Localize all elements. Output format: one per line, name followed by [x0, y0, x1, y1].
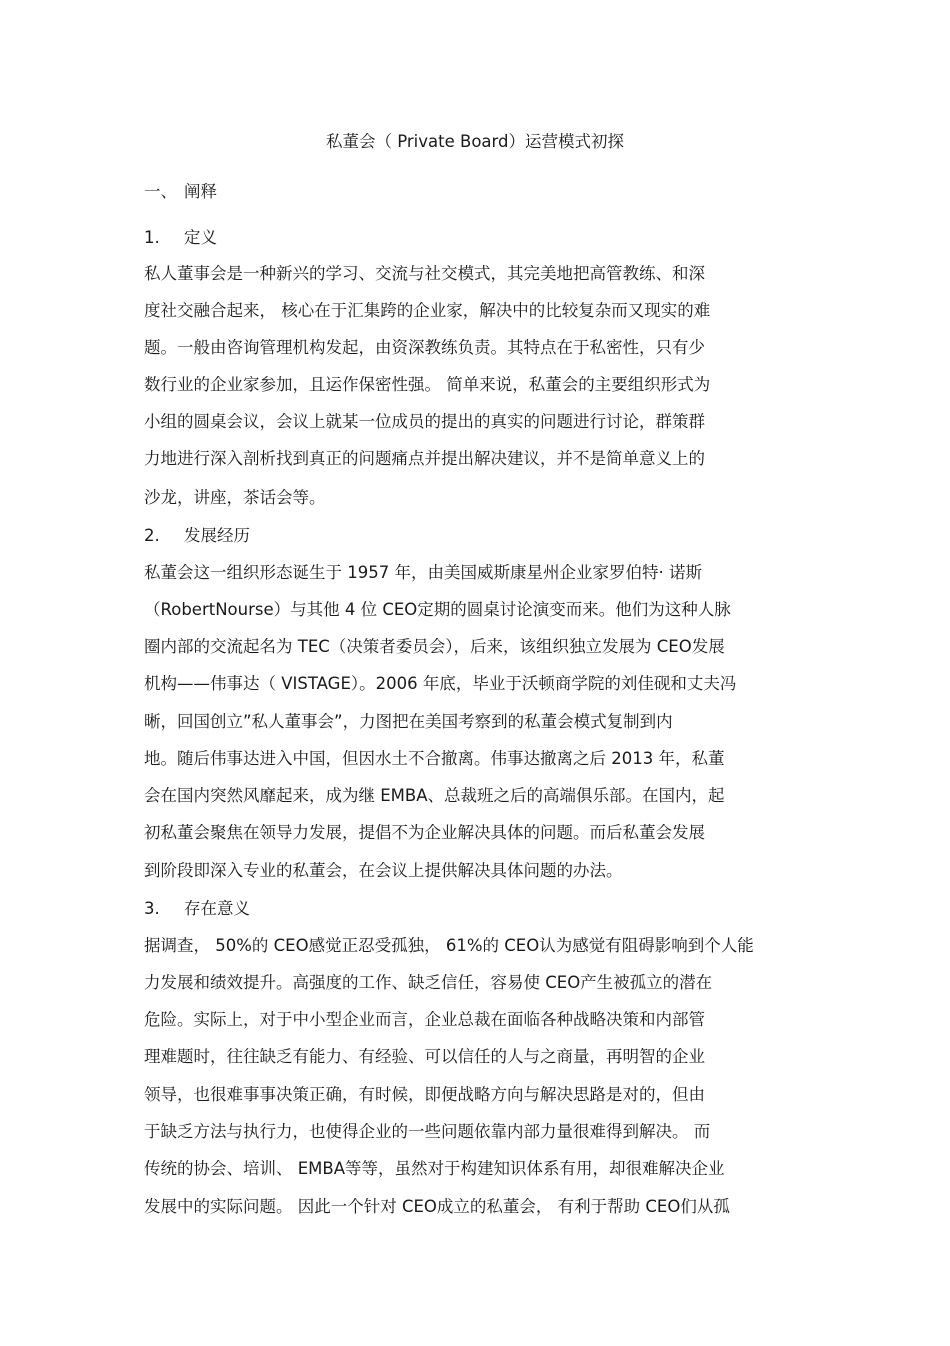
subsection-label: 发展经历 [184, 526, 250, 545]
section-heading-interpretation [144, 181, 217, 203]
paragraph-line: 传统的协会、培训、 EMBA等等，虽然对于构建知识体系有用，却很难解决企业 [144, 1159, 725, 1178]
paragraph-line: 晰，回国创立”私人董事会”，力图把在美国考察到的私董会模式复制到内 [144, 712, 673, 731]
paragraph-line: 圈内部的交流起名为 TEC（决策者委员会），后来，该组织独立发展为 CEO发展 [144, 637, 725, 656]
paragraph-line: 力地进行深入剖析找到真正的问题痛点并提出解决建议，并不是简单意义上的 [144, 449, 705, 468]
subsection-heading-definition [144, 227, 217, 249]
paragraph-line: 于缺乏方法与执行力，也使得企业的一些问题依靠内部力量很难得到解决。 而 [144, 1122, 711, 1141]
paragraph-line: 到阶段即深入专业的私董会，在会议上提供解决具体问题的办法。 [144, 861, 623, 880]
paragraph-line: 初私董会聚焦在领导力发展，提倡不为企业解决具体的问题。而后私董会发展 [144, 823, 705, 842]
document-title: 私董会（ Private Board）运营模式初探 [325, 132, 624, 151]
subsection-number: 3. [144, 899, 160, 918]
paragraph-line: 私人董事会是一种新兴的学习、交流与社交模式，其完美地把高管教练、和深 [144, 264, 705, 283]
section-number: 一、 [144, 182, 177, 201]
subsection-number: 2. [144, 526, 160, 545]
paragraph-line: 题。一般由咨询管理机构发起，由资深教练负责。其特点在于私密性，只有少 [144, 338, 705, 357]
paragraph-line: 会在国内突然风靡起来，成为继 EMBA、总裁班之后的高端俱乐部。在国内，起 [144, 786, 725, 805]
paragraph-line: 危险。实际上，对于中小型企业而言，企业总裁在面临各种战略决策和内部管 [144, 1010, 705, 1029]
paragraph-line: 据调查， 50%的 CEO感觉正忍受孤独， 61%的 CEO认为感觉有阻碍影响到个人能 [144, 936, 754, 955]
paragraph-line: 度社交融合起来， 核心在于汇集跨的企业家，解决中的比较复杂而又现实的难 [144, 301, 711, 320]
paragraph-line: 小组的圆桌会议，会议上就某一位成员的提出的真实的问题进行讨论，群策群 [144, 412, 705, 431]
section-label: 阐释 [184, 182, 217, 201]
subsection-heading-significance [144, 898, 250, 920]
subsection-heading-history [144, 525, 250, 547]
subsection-label: 定义 [184, 228, 217, 247]
paragraph-line: 理难题时，往往缺乏有能力、有经验、可以信任的人与之商量，再明智的企业 [144, 1047, 705, 1066]
paragraph-line: （RobertNourse）与其他 4 位 CEO定期的圆桌讨论演变而来。他们为这种人脉 [144, 600, 731, 619]
subsection-label: 存在意义 [184, 899, 250, 918]
paragraph-line: 领导，也很难事事决策正确，有时候，即便战略方向与解决思路是对的，但由 [144, 1085, 705, 1104]
paragraph-line: 沙龙，讲座，茶话会等。 [144, 488, 326, 507]
paragraph-line: 地。随后伟事达进入中国，但因水土不合撤离。伟事达撤离之后 2013 年，私董 [144, 749, 725, 768]
subsection-number: 1. [144, 228, 160, 247]
paragraph-line: 数行业的企业家参加，且运作保密性强。 简单来说，私董会的主要组织形式为 [144, 375, 711, 394]
paragraph-line: 私董会这一组织形态诞生于 1957 年，由美国威斯康星州企业家罗伯特· 诺斯 [144, 563, 702, 582]
paragraph-line: 机构——伟事达（ VISTAGE）。2006 年底，毕业于沃顿商学院的刘佳砚和丈夫冯 [144, 674, 737, 693]
paragraph-line: 力发展和绩效提升。高强度的工作、缺乏信任，容易使 CEO产生被孤立的潜在 [144, 973, 713, 992]
paragraph-line: 发展中的实际问题。 因此一个针对 CEO成立的私董会， 有利于帮助 CEO们从孤 [144, 1197, 730, 1216]
